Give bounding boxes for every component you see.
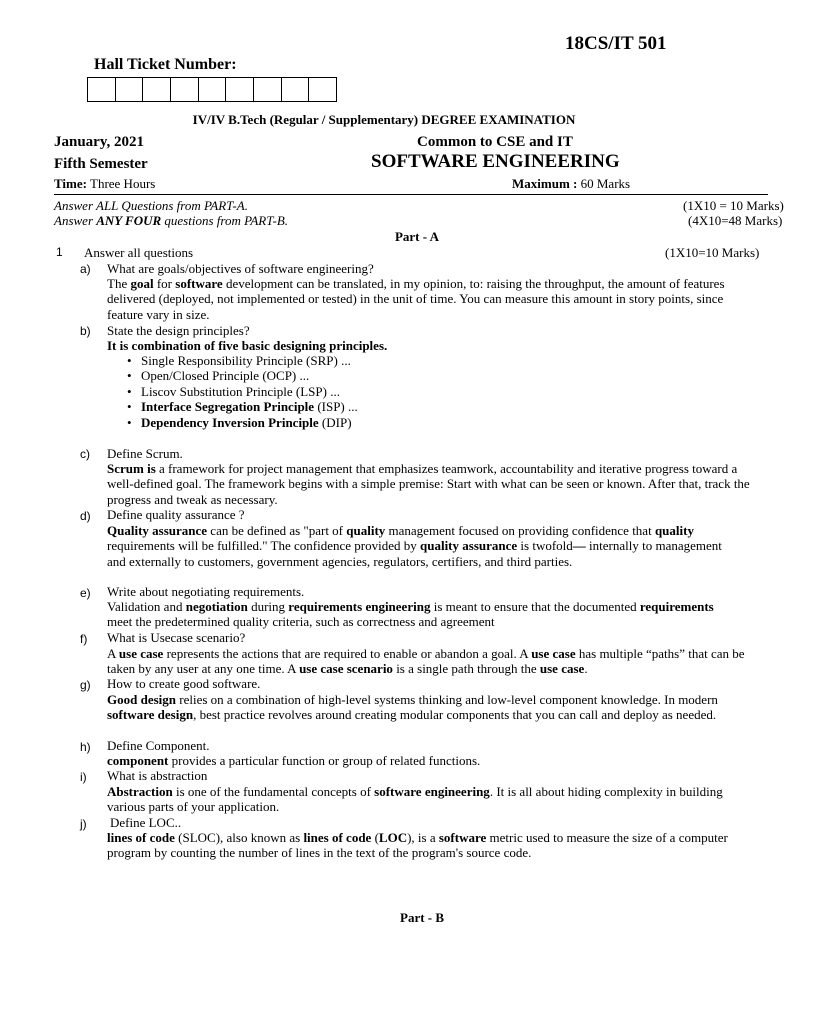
question-g: How to create good software.	[107, 676, 261, 691]
answer-emphasis: Scrum is	[107, 461, 156, 476]
answer-h	[107, 753, 757, 768]
item-letter-e: e)	[80, 586, 91, 600]
answer-text: can be defined as "part of	[207, 523, 347, 538]
design-principles-list	[127, 353, 358, 430]
answer-text: Validation and	[107, 599, 186, 614]
answer-text: meet the predetermined quality criteria, such as correctness and agreement	[107, 614, 495, 630]
principle-text: (ISP) ...	[314, 399, 358, 415]
ticket-digit-box[interactable]	[282, 78, 310, 101]
principle-item	[127, 415, 358, 430]
ticket-digit-box[interactable]	[143, 78, 171, 101]
principle-bold: Dependency Inversion Principle	[141, 414, 319, 430]
answer-text: development can be translated, in my opinion, to: raising the throughput, the amount of features delivered (deployed, not implemented or tested) in the unit of time. You can measure this amount in story points, since feature vary in size.	[107, 276, 725, 322]
answer-emphasis: component	[107, 753, 169, 768]
answer-text: provides a particular function or group of related functions.	[168, 753, 481, 768]
answer-emphasis: software	[175, 276, 223, 291]
question-h: Define Component.	[107, 738, 210, 753]
question-d: Define quality assurance ?	[107, 507, 245, 522]
answer-text: represents the actions that are required to enable or abandon a goal. A	[163, 646, 532, 661]
answer-emphasis: quality	[346, 523, 386, 538]
question-number: 1	[56, 245, 63, 259]
item-letter-j: j)	[80, 817, 87, 831]
answer-text: ), is a	[407, 830, 439, 845]
answer-emphasis: lines of code	[303, 830, 372, 845]
answer-e	[107, 599, 727, 630]
answer-text: a framework for project management that emphasizes teamwork, accountability and iterative progress toward a well-defined goal. The framework begins with a simple premise: Start with what can be seen or known. After that, track the progress and tweak as necessary.	[107, 461, 750, 507]
instruction-text: questions from PART-B.	[161, 213, 289, 228]
answer-text: (SLOC), also known as	[174, 830, 304, 845]
answer-emphasis: use case	[539, 661, 585, 677]
header-divider	[54, 194, 768, 195]
answer-text: internally to management and externally to customers, government agencies, regulators, certifiers, and third parties.	[107, 538, 722, 569]
answer-text: has multiple “paths” that can be taken by any user at any one time. A	[107, 646, 745, 677]
exam-time	[54, 176, 155, 191]
question-i: What is abstraction	[107, 768, 208, 783]
answer-text: The	[107, 276, 131, 291]
answer-text: metric used to measure the size of a computer program by counting the number of lines in the text of the program's source code.	[107, 830, 728, 861]
exam-title: IV/IV B.Tech (Regular / Supplementary) DEGREE EXAMINATION	[192, 112, 576, 127]
answer-emphasis: quality assurance	[420, 538, 518, 554]
question-e: Write about negotiating requirements.	[107, 584, 305, 599]
common-branches: Common to CSE and IT	[417, 134, 573, 150]
part-b-title: Part - B	[400, 910, 445, 925]
answer-emphasis: Abstraction	[107, 784, 173, 799]
instruction-part-b	[54, 213, 288, 228]
answer-emphasis: use case scenario	[299, 661, 393, 677]
principle-bold: Interface Segregation Principle	[141, 399, 315, 415]
max-label: Maximum :	[512, 176, 578, 191]
hall-ticket-boxes[interactable]	[87, 77, 337, 102]
principle-text: Open/Closed Principle (OCP) ...	[141, 368, 310, 384]
answer-text: A	[107, 646, 119, 661]
time-label: Time:	[54, 176, 87, 191]
principle-item	[127, 384, 358, 399]
instruction-emphasis: ANY FOUR	[96, 213, 162, 228]
item-letter-d: d)	[80, 509, 91, 523]
answer-text: during	[247, 599, 289, 614]
question-b: State the design principles?	[107, 323, 250, 338]
answer-emphasis: LOC	[378, 830, 408, 845]
question-text: Answer all questions	[84, 245, 194, 260]
answer-emphasis: software engineering	[374, 784, 490, 799]
item-letter-i: i)	[80, 770, 87, 784]
answer-g	[107, 692, 732, 723]
answer-text: for	[153, 276, 176, 291]
answer-text: is a single path through the	[392, 661, 540, 677]
answer-c	[107, 461, 757, 507]
answer-text: (	[371, 830, 379, 845]
principle-item	[127, 399, 358, 414]
answer-text: management focused on providing confidence that	[385, 523, 655, 538]
answer-f	[107, 646, 747, 677]
hall-ticket-label: Hall Ticket Number:	[94, 56, 237, 73]
answer-emphasis: —	[572, 538, 586, 554]
question-marks: (1X10=10 Marks)	[665, 245, 760, 260]
answer-text: relies on a combination of high-level systems thinking and low-level component knowledge. In modern	[176, 692, 718, 707]
answer-emphasis: requirements engineering	[288, 599, 431, 614]
answer-a	[107, 276, 757, 322]
course-code: 18CS/IT 501	[565, 33, 667, 54]
answer-emphasis: requirements	[639, 599, 714, 614]
answer-text: is meant to ensure that the documented	[430, 599, 640, 614]
answer-text: is one of the fundamental concepts of	[172, 784, 375, 799]
answer-d	[107, 523, 722, 569]
part-a-title: Part - A	[394, 229, 440, 244]
answer-emphasis: lines of code	[107, 830, 175, 845]
question-f: What is Usecase scenario?	[107, 630, 246, 645]
question-a: What are goals/objectives of software engineering?	[107, 261, 374, 276]
subject-title: SOFTWARE ENGINEERING	[371, 151, 620, 172]
answer-text: requirements will be fulfilled." The confidence provided by	[107, 538, 420, 554]
answer-text: . It is all about hiding complexity in building various parts of your application.	[107, 784, 723, 815]
instruction-part-b-marks: (4X10=48 Marks)	[688, 213, 783, 228]
exam-date: January, 2021	[54, 134, 145, 150]
question-c: Define Scrum.	[107, 446, 183, 461]
principle-text: (DIP)	[318, 414, 352, 430]
time-value: Three Hours	[90, 176, 156, 191]
ticket-digit-box[interactable]	[254, 78, 282, 101]
principle-item	[127, 368, 358, 383]
principle-text: Single Responsibility Principle (SRP) ...	[141, 353, 351, 368]
answer-emphasis: use case	[531, 646, 576, 661]
instruction-part-a: Answer ALL Questions from PART-A.	[54, 198, 248, 213]
answer-emphasis: software design	[107, 707, 194, 723]
instruction-part-a-marks: (1X10 = 10 Marks)	[683, 198, 784, 213]
instruction-text: Answer	[54, 213, 97, 228]
item-letter-b: b)	[80, 324, 91, 338]
ticket-digit-box[interactable]	[171, 78, 199, 101]
max-marks	[512, 176, 630, 191]
answer-emphasis: use case	[118, 646, 164, 661]
ticket-digit-box[interactable]	[309, 78, 336, 101]
ticket-digit-box[interactable]	[226, 78, 254, 101]
principle-text: Liscov Substitution Principle (LSP) ...	[141, 383, 340, 399]
item-letter-c: c)	[80, 447, 90, 461]
answer-emphasis: goal	[130, 276, 154, 291]
answer-emphasis: quality	[654, 523, 694, 538]
ticket-digit-box[interactable]	[116, 78, 144, 101]
answer-emphasis: Quality assurance	[107, 523, 208, 538]
max-value: 60 Marks	[580, 176, 631, 191]
ticket-digit-box[interactable]	[199, 78, 227, 101]
answer-i	[107, 784, 732, 815]
item-letter-f: f)	[80, 632, 88, 646]
item-letter-a: a)	[80, 262, 91, 276]
item-letter-g: g)	[80, 678, 91, 692]
answer-emphasis: negotiation	[185, 599, 248, 614]
answer-emphasis: software	[438, 830, 487, 845]
answer-b: It is combination of five basic designing principles.	[107, 338, 388, 353]
semester: Fifth Semester	[54, 156, 148, 172]
answer-text: , best practice revolves around creating modular components that you can call and deploy as needed.	[193, 707, 717, 723]
answer-text: .	[584, 661, 588, 677]
answer-j	[107, 830, 732, 861]
ticket-digit-box[interactable]	[88, 78, 116, 101]
answer-text: is twofold	[517, 538, 573, 554]
principle-item	[127, 353, 358, 368]
answer-emphasis: Good design	[107, 692, 176, 707]
question-j: Define LOC..	[110, 815, 182, 830]
item-letter-h: h)	[80, 740, 91, 754]
